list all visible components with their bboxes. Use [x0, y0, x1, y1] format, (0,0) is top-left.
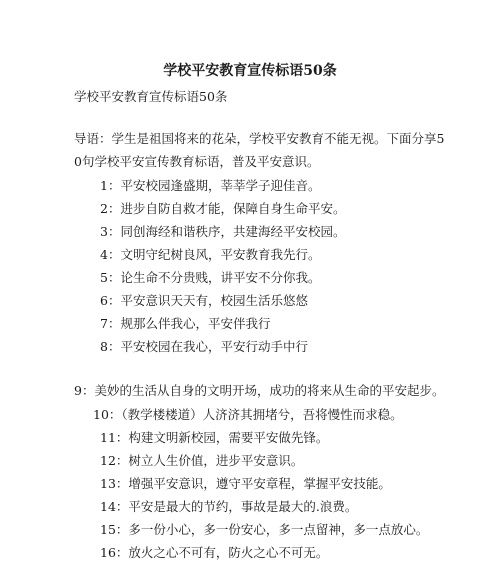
slogan-item-8: 8：平安校园在我心，平安行动手中行 — [100, 339, 308, 354]
slogan-item-7: 7：规那么伴我心，平安伴我行 — [100, 316, 271, 331]
document-title: 学校平安教育宣传标语50条 — [163, 63, 337, 79]
slogan-item-9: 9：美妙的生活从自身的文明开场，成功的将来从生命的平安起步。 — [74, 383, 445, 398]
slogan-item-3: 3：同创海经和谐秩序，共建海经平安校园。 — [100, 224, 346, 239]
slogan-item-4: 4：文明守纪树良风，平安教育我先行。 — [100, 247, 321, 262]
intro-line-2: 0句学校平安宣传教育标语，普及平安意识。 — [74, 154, 320, 169]
slogan-item-10: 10：（教学楼楼道）人济济其拥堵兮，吾将慢性而求稳。 — [93, 407, 403, 422]
document-subtitle: 学校平安教育宣传标语50条 — [74, 89, 228, 104]
slogan-item-5: 5：论生命不分贵贱，讲平安不分你我。 — [100, 270, 321, 285]
slogan-item-14: 14：平安是最大的节约，事故是最大的.浪费。 — [100, 499, 358, 514]
slogan-item-11: 11：构建文明新校园，需要平安做先锋。 — [100, 430, 329, 445]
slogan-item-1: 1：平安校园逢盛期，莘莘学子迎佳音。 — [100, 178, 321, 193]
slogan-item-2: 2：进步自防自救才能，保障自身生命平安。 — [100, 201, 346, 216]
intro-line-1: 导语：学生是祖国将来的花朵，学校平安教育不能无视。下面分享5 — [74, 131, 445, 146]
slogan-item-12: 12：树立人生价值，进步平安意识。 — [100, 453, 304, 468]
slogan-item-6: 6：平安意识天天有，校园生活乐悠悠 — [100, 293, 308, 308]
slogan-item-16: 16：放火之心不可有，防火之心不可无。 — [100, 545, 329, 560]
slogan-item-15: 15：多一份小心，多一份安心，多一点留神，多一点放心。 — [100, 522, 429, 537]
slogan-item-13: 13：增强平安意识，遵守平安章程，掌握平安技能。 — [100, 476, 391, 491]
